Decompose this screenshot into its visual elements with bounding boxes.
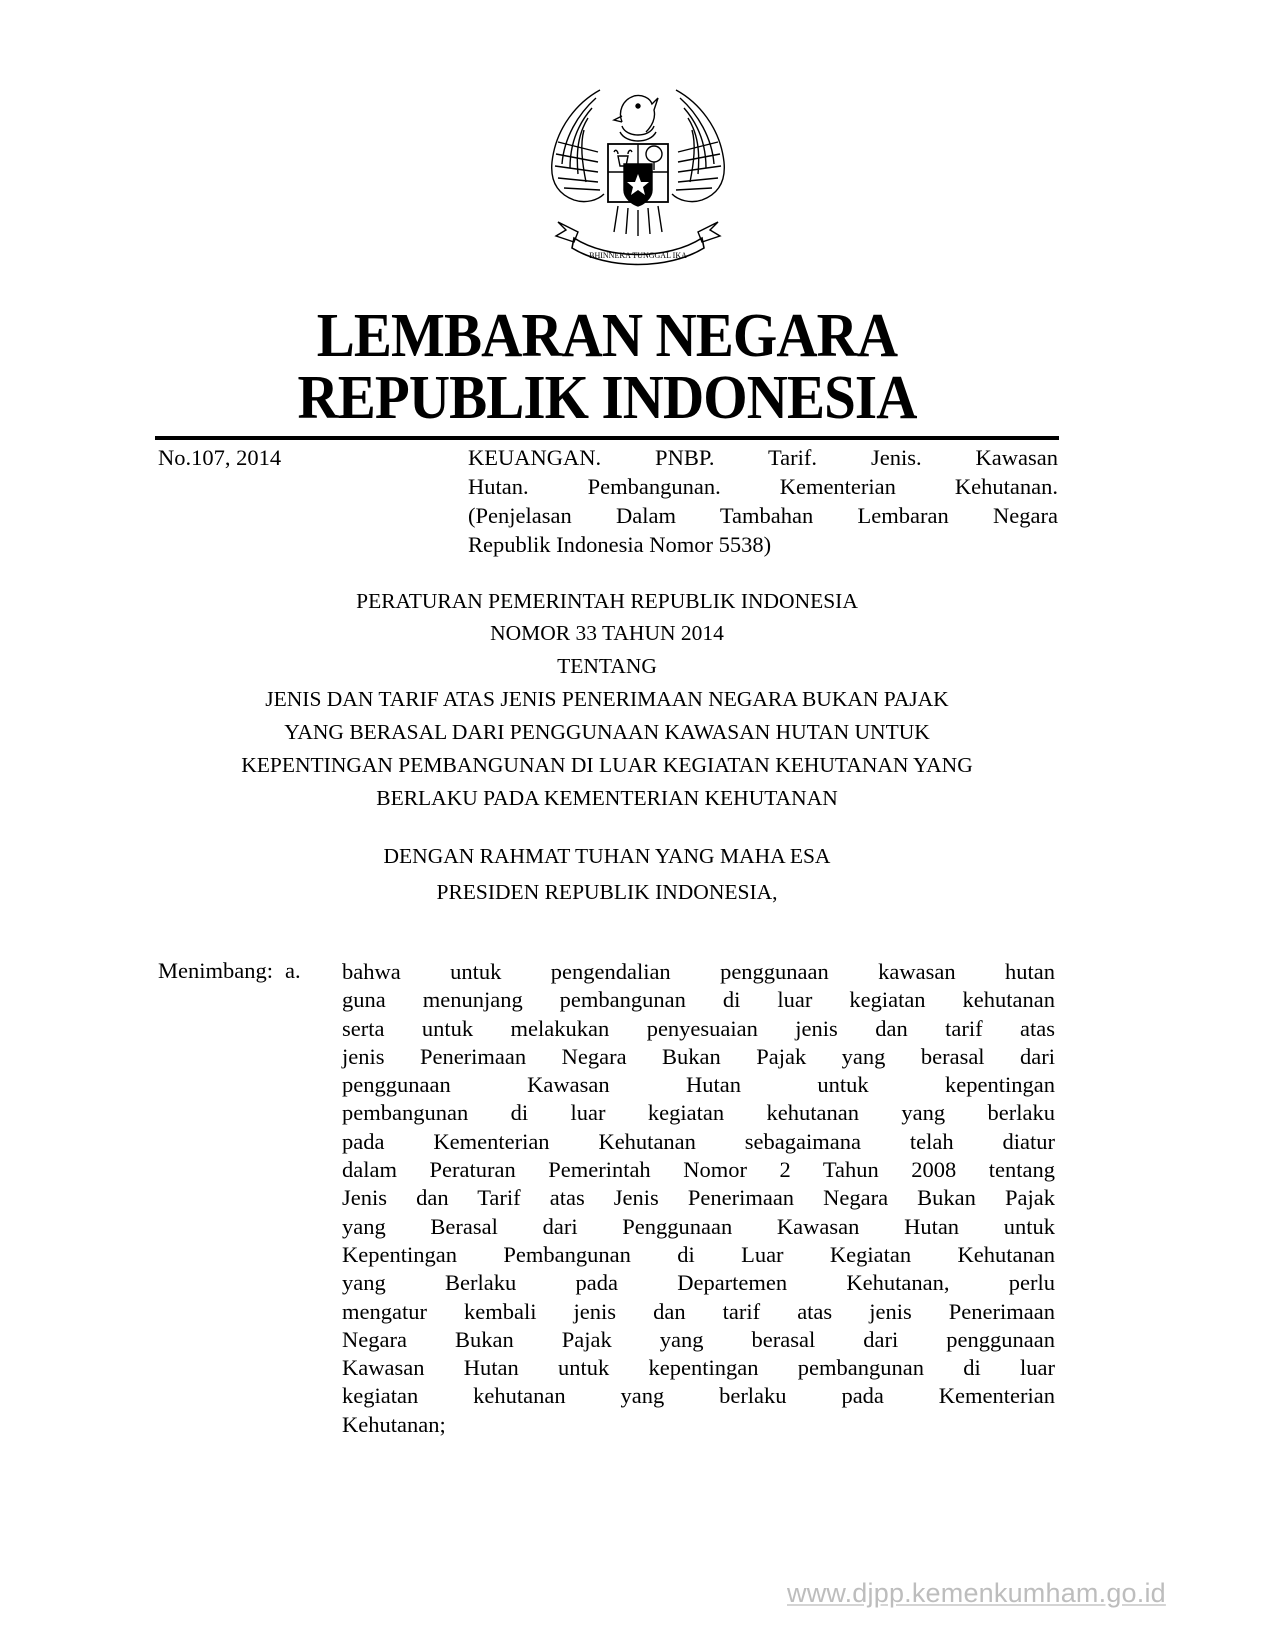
consideration-line: kegiatan kehutanan yang berlaku pada Kementerian — [342, 1383, 1055, 1409]
consideration-line: bahwa untuk pengendalian penggunaan kawasan hutan — [342, 959, 1055, 984]
consideration-line: yang Berlaku pada Departemen Kehutanan, perlu — [342, 1270, 1055, 1296]
considerations-label: Menimbang: — [158, 958, 273, 983]
source-watermark-link[interactable]: www.djpp.kemenkumham.go.id — [787, 1578, 1166, 1608]
consideration-line: Jenis dan Tarif atas Jenis Penerimaan Negara Bukan Pajak — [342, 1185, 1055, 1211]
consideration-marker: a. — [285, 958, 301, 983]
masthead-divider — [155, 436, 1059, 440]
consideration-line: Negara Bukan Pajak yang berasal dari penggunaan — [342, 1326, 1055, 1352]
consideration-line: serta untuk melakukan penyesuaian jenis dan tarif atas — [342, 1015, 1055, 1041]
gazette-keywords-line: (Penjelasan Dalam Tambahan Lembaran Negara — [468, 503, 1058, 528]
regulation-about: TENTANG — [557, 654, 657, 678]
consideration-line: guna menunjang pembangunan di luar kegiatan kehutanan — [342, 987, 1055, 1013]
masthead-title-line-2: REPUBLIK INDONESIA — [297, 364, 917, 432]
consideration-line: penggunaan Kawasan Hutan untuk kepentingan — [342, 1072, 1055, 1098]
gazette-keywords — [468, 443, 1058, 559]
regulation-title: PERATURAN PEMERINTAH REPUBLIK INDONESIA — [356, 589, 858, 613]
masthead-title-line-1: LEMBARAN NEGARA — [316, 302, 898, 370]
regulation-subject-line: YANG BERASAL DARI PENGGUNAAN KAWASAN HUTAN UNTUK — [284, 720, 930, 744]
consideration-line: Kawasan Hutan untuk kepentingan pembangunan di luar — [342, 1355, 1055, 1381]
garuda-emblem-icon — [538, 82, 738, 272]
consideration-line: pembangunan di luar kegiatan kehutanan yang berlaku — [342, 1100, 1055, 1126]
gazette-keywords-line: Republik Indonesia Nomor 5538) — [468, 532, 772, 557]
regulation-invocation: DENGAN RAHMAT TUHAN YANG MAHA ESA — [383, 844, 831, 868]
consideration-line: mengatur kembali jenis dan tarif atas jenis Penerimaan — [342, 1298, 1055, 1324]
regulation-subject-line: JENIS DAN TARIF ATAS JENIS PENERIMAAN NEGARA BUKAN PAJAK — [265, 687, 949, 711]
svg-text:BHINNEKA TUNGGAL IKA: BHINNEKA TUNGGAL IKA — [589, 251, 687, 260]
regulation-subject-line: BERLAKU PADA KEMENTERIAN KEHUTANAN — [376, 786, 838, 810]
consideration-line: jenis Penerimaan Negara Bukan Pajak yang berasal dari — [342, 1043, 1055, 1069]
consideration-text — [342, 958, 1055, 1439]
consideration-line: pada Kementerian Kehutanan sebagaimana telah diatur — [342, 1128, 1055, 1154]
gazette-keywords-line: Hutan. Pembangunan. Kementerian Kehutanan. — [468, 474, 1058, 499]
consideration-line: yang Berasal dari Penggunaan Kawasan Hutan untuk — [342, 1213, 1055, 1239]
regulation-subject-line: KEPENTINGAN PEMBANGUNAN DI LUAR KEGIATAN KEHUTANAN YANG — [241, 753, 973, 777]
regulation-authority: PRESIDEN REPUBLIK INDONESIA, — [436, 880, 778, 904]
consideration-line: Kepentingan Pembangunan di Luar Kegiatan Kehutanan — [342, 1241, 1055, 1267]
regulation-number: NOMOR 33 TAHUN 2014 — [490, 621, 724, 645]
gazette-number: No.107, 2014 — [158, 445, 282, 470]
consideration-line: Kehutanan; — [342, 1411, 446, 1437]
gazette-keywords-line: KEUANGAN. PNBP. Tarif. Jenis. Kawasan — [468, 445, 1058, 470]
garuda-emblem — [538, 82, 738, 272]
consideration-line: dalam Peraturan Pemerintah Nomor 2 Tahun 2008 tentang — [342, 1157, 1055, 1183]
